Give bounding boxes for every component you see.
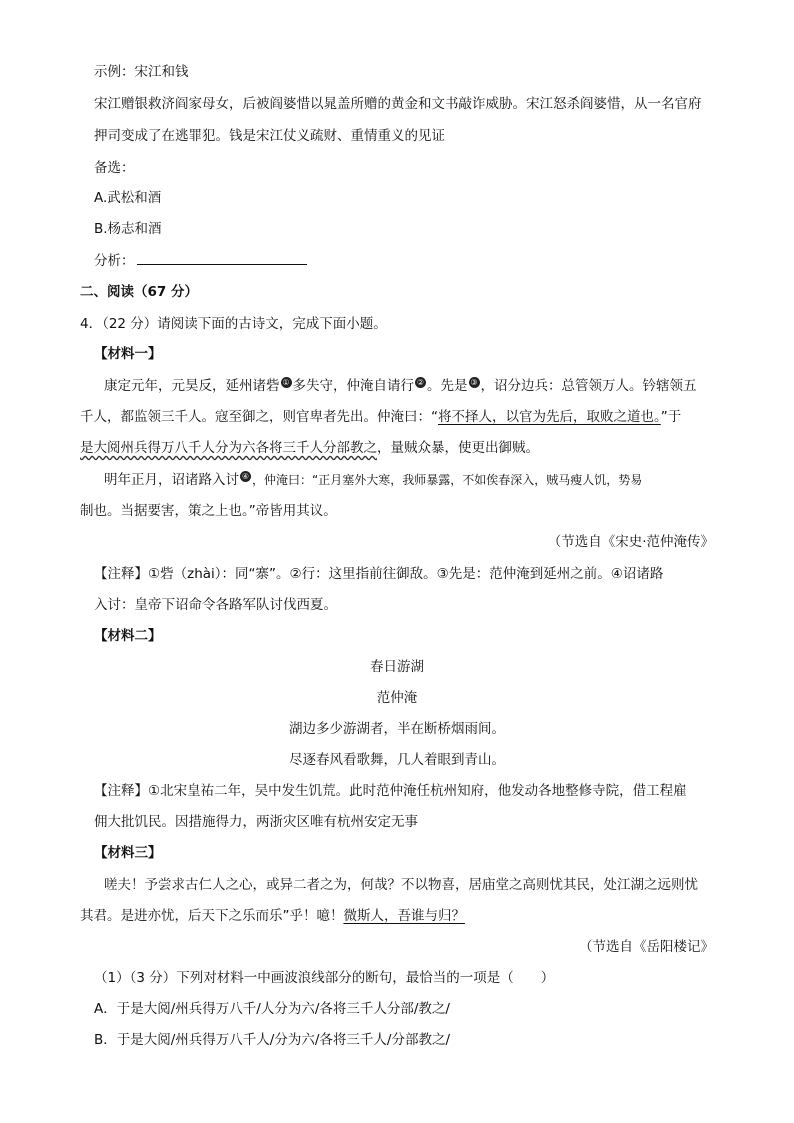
material-3-source: （节选自《岳阳楼记》 xyxy=(579,939,714,955)
text-segment: 明年正月，诏诸路入讨 xyxy=(104,472,239,488)
poem-line-2: 尽逐春风看歌舞，几人着眼到青山。 xyxy=(289,752,505,768)
footnote-marker: ③ xyxy=(470,377,478,387)
material-1-title: 【材料一】 xyxy=(94,346,162,362)
option-a: A.武松和酒 xyxy=(94,190,162,206)
material-1-source: （节选自《宋史·范仲淹传》 xyxy=(547,534,714,550)
footnote-marker: ② xyxy=(416,377,425,387)
material-2-note-line-1: 【注释】①北宋皇祐二年，吴中发生饥荒。此时范仲淹任杭州知府，他发动各地整修寺院，借工程雇 xyxy=(94,783,687,799)
material-2-title: 【材料二】 xyxy=(94,628,162,644)
material-2-note-line-2: 佣大批饥民。因措施得力，两浙灾区唯有杭州安定无事 xyxy=(94,814,418,830)
question-4-stem: 4．（22 分）请阅读下面的古诗文，完成下面小题。 xyxy=(80,316,387,332)
material-1-line-1 xyxy=(104,376,697,396)
option-b: B.杨志和酒 xyxy=(94,221,162,237)
text-segment: ”于 xyxy=(660,409,682,425)
analysis-line xyxy=(94,250,307,271)
material-3-line-1: 嗟夫！予尝求古仁人之心，或异二者之为，何哉？不以物喜，居庙堂之高则忧其民，处江湖之远则忧 xyxy=(104,877,698,893)
answer-blank[interactable] xyxy=(137,250,307,265)
footnote-marker: ① xyxy=(282,377,290,387)
text-segment: ，仲淹曰：“正月塞外大寒，我师暴露，不如俟春深入，贼马瘦人饥，势易 xyxy=(252,473,643,487)
material-1-note-line-1: 【注释】①砦（zhài）：同“寨”。②行：这里指前往御敌。③先是：范仲淹到延州之前。④诏诸路 xyxy=(94,566,664,582)
material-1-line-4 xyxy=(104,470,642,490)
wavy-underlined-text: 是大阅州兵得万八千人分为六各将三千人分部教之 xyxy=(80,440,377,456)
text-segment: 。先是 xyxy=(427,378,468,394)
text-segment: 康定元年，元昊反，延州诸砦 xyxy=(104,378,280,394)
material-1-note-line-2: 入讨：皇帝下诏命令各路军队讨伐西夏。 xyxy=(94,597,337,613)
text-segment: 其君。是进亦忧，后天下之乐而乐”乎！噫！ xyxy=(80,908,344,924)
material-1-line-5: 制也。当据要害，策之上也。”帝皆用其议。 xyxy=(80,503,337,519)
analysis-label: 分析： xyxy=(94,253,135,269)
poem-title: 春日游湖 xyxy=(370,659,424,675)
subquestion-1-option-a[interactable]: A．于是大阅/州兵得万八千/人分为六/各将三千人分部/教之/ xyxy=(94,1001,450,1017)
underlined-quote: 将不择人，以官为先后，取败之道也。 xyxy=(438,409,661,425)
subquestion-1-stem: （1）（3 分）下列对材料一中画波浪线部分的断句，最恰当的一项是（ ） xyxy=(94,970,555,986)
text-segment: 千人，都监领三千人。寇至御之，则官卑者先出。仲淹曰：“ xyxy=(80,409,438,425)
material-1-line-2 xyxy=(80,407,681,427)
poem-line-1: 湖边多少游湖者，半在断桥烟雨间。 xyxy=(289,721,505,737)
text-segment: 多失守，仲淹自请行 xyxy=(292,378,414,394)
example-text-line-2: 押司变成了在逃罪犯。钱是宋江仗义疏财、重情重义的见证 xyxy=(94,128,445,144)
material-3-line-2 xyxy=(80,906,465,926)
section-heading: 二、阅读（67 分） xyxy=(80,284,198,300)
material-3-title: 【材料三】 xyxy=(94,845,162,861)
poem-author: 范仲淹 xyxy=(376,690,418,706)
underlined-quote: 微斯人，吾谁与归？ xyxy=(343,908,465,924)
text-segment: ，诏分边兵：总管领万人。钤辖领五 xyxy=(480,378,697,394)
footnote-marker: ④ xyxy=(241,471,250,481)
example-text-line-1: 宋江赠银救济阎家母女，后被阎婆惜以晁盖所赠的黄金和文书敲诈威胁。宋江怒杀阎婆惜，从一名官府 xyxy=(94,96,702,112)
text-segment: ，量贼众暴，使更出御贼。 xyxy=(377,440,539,456)
options-label: 备选： xyxy=(94,160,135,176)
example-label: 示例：宋江和钱 xyxy=(94,64,189,80)
material-1-line-3 xyxy=(80,438,539,458)
subquestion-1-option-b[interactable]: B．于是大阅/州兵得万八千人/分为六/各将三千人/分部教之/ xyxy=(94,1032,451,1048)
